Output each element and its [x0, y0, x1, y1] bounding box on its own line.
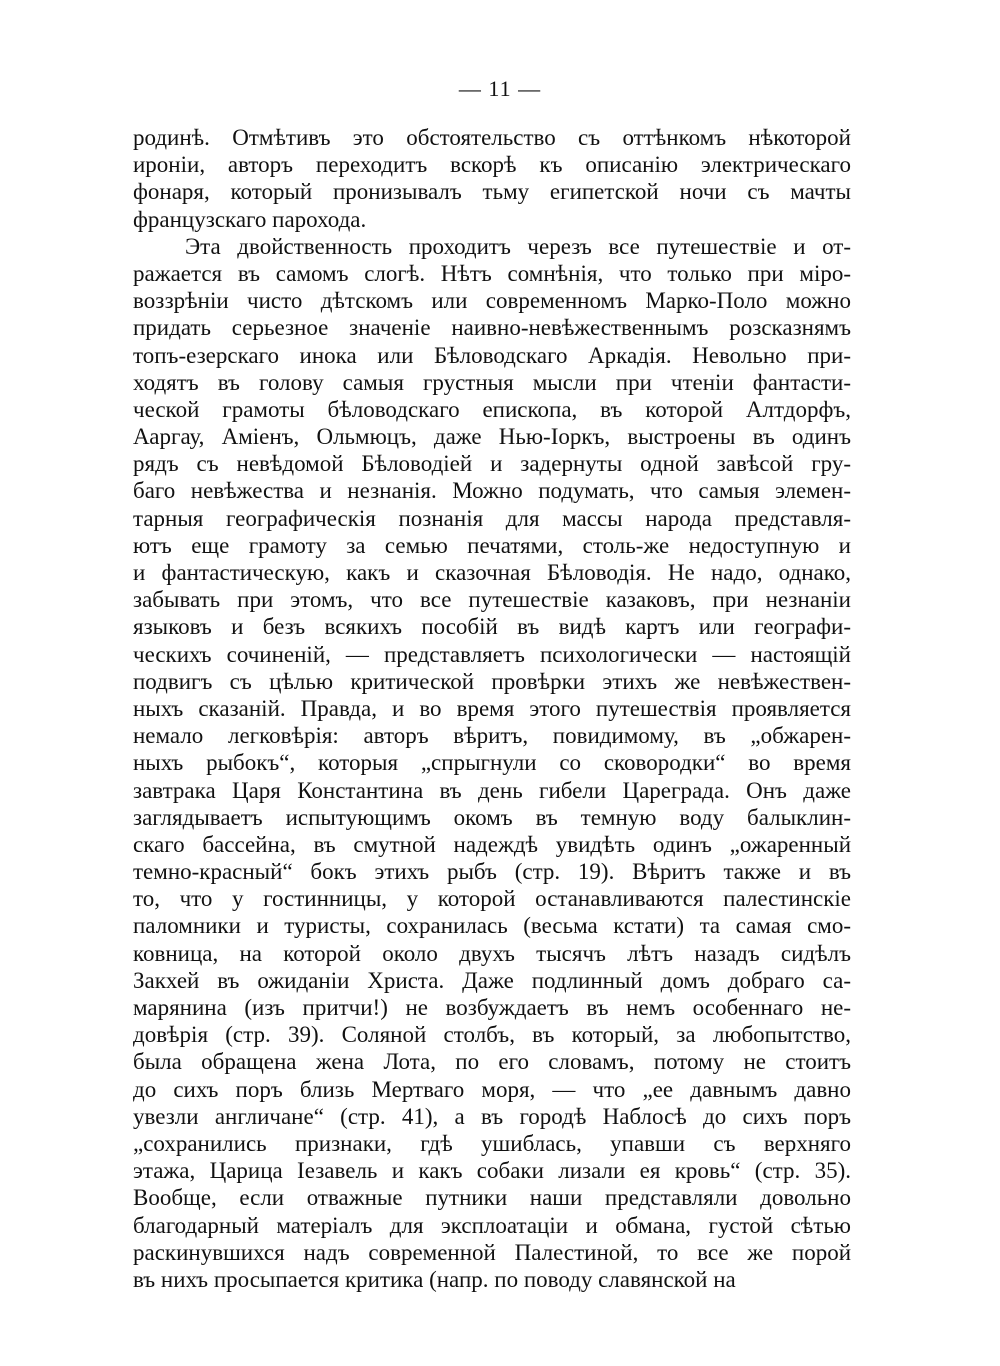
text-line: топъ-езерскаго инока или Бѣловодскаго Аркадія. Невольно при- — [133, 342, 851, 368]
text-line: марянина (изъ притчи!) не возбуждаетъ въ немъ особеннаго не- — [133, 995, 851, 1020]
body-text — [133, 124, 851, 1293]
text-line: ходятъ въ голову самыя грустныя мысли при чтеніи фантасти- — [133, 369, 851, 395]
text-line: ныхъ рыбокъ“, которыя „спрыгнули со сковородки“ во время — [133, 750, 851, 776]
text-line: ражается въ самомъ слогѣ. Нѣтъ сомнѣнія, что только при міро- — [133, 260, 851, 286]
text-line: Закхей въ ожиданіи Христа. Даже подлинный домъ добраго са- — [133, 967, 851, 993]
text-line: до сихъ поръ близь Мертваго моря, — что „ее давнымъ давно — [133, 1076, 851, 1102]
text-line: ютъ еще грамоту за семью печатями, столь-же недоступную и — [133, 532, 851, 558]
text-line: Ааргау, Аміенъ, Ольмюцъ, даже Нью-Іоркъ, выстроены въ одинъ — [133, 424, 851, 450]
text-line: тарныя географическія познанія для массы народа представля- — [133, 505, 851, 531]
page-number: — 11 — — [458, 76, 542, 101]
text-line: воззрѣніи чисто дѣтскомъ или современномъ Марко-Поло можно — [133, 288, 851, 314]
text-line: немало легковѣрія: авторъ вѣритъ, повидимому, въ „обжарен- — [133, 723, 851, 749]
text-line: темно-красный“ бокъ этихъ рыбъ (стр. 19). Вѣритъ также и въ — [133, 859, 851, 885]
text-line: ныхъ сказаній. Правда, и во время этого путешествія проявляется — [133, 695, 851, 721]
text-line: заглядываетъ испытующимъ окомъ въ темную воду балыклин- — [133, 804, 851, 830]
text-line: подвигъ съ цѣлью критической провѣрки этихъ же невѣжествен- — [133, 668, 851, 694]
text-line: въ нихъ просыпается критика (напр. по поводу славянской на — [133, 1266, 736, 1292]
text-line: благодарный матеріалъ для эксплоатаціи и обмана, густой сѣтью — [133, 1212, 851, 1238]
text-line: увезли англичане“ (стр. 41), а въ городѣ Наблосѣ до сихъ поръ — [133, 1103, 851, 1129]
text-line: ковница, на которой около двухъ тысячъ лѣтъ назадъ сидѣлъ — [133, 940, 851, 966]
text-line: то, что у гостинницы, у которой останавливаются палестинскіе — [133, 886, 851, 912]
text-line: баго невѣжества и незнанія. Можно подумать, что самыя элемен- — [133, 478, 851, 504]
paragraph-start-line: Эта двойственность проходитъ черезъ все путешествіе и от- — [185, 233, 851, 259]
text-line: паломники и туристы, сохранилась (весьма кстати) та самая смо- — [133, 913, 851, 939]
text-line: Вообще, если отважные путники наши представляли довольно — [133, 1185, 851, 1211]
text-line: ческихъ сочиненій, — представляетъ психологически — настоящій — [133, 641, 851, 667]
text-line: языковъ и безъ всякихъ пособій въ видѣ картъ или географи- — [133, 614, 851, 640]
text-line: забывать при этомъ, что все путешествіе казаковъ, при незнаніи — [133, 587, 851, 613]
text-line: рядъ съ невѣдомой Бѣловодіей и задернуты одной завѣсой гру- — [133, 451, 851, 477]
text-line: придать серьезное значеніе наивно-невѣжественнымъ розсказнямъ — [133, 315, 851, 341]
text-line: и фантастическую, какъ и сказочная Бѣловодія. Не надо, однако, — [133, 560, 851, 585]
text-line: французскаго парохода. — [133, 206, 367, 232]
text-line: этажа, Царица Іезавель и какъ собаки лизали ея кровь“ (стр. 35). — [133, 1158, 851, 1184]
text-line: довѣрія (стр. 39). Соляной столбъ, въ который, за любопытство, — [133, 1022, 851, 1048]
text-line: была обращена жена Лота, по его словамъ, потому не стоитъ — [133, 1049, 851, 1075]
text-line: ческой грамоты бѣловодскаго епископа, въ которой Алтдорфъ, — [133, 396, 851, 422]
text-line: завтрака Царя Константина въ день гибели Цареграда. Онъ даже — [133, 777, 851, 803]
text-line: родинѣ. Отмѣтивъ это обстоятельство съ оттѣнкомъ нѣкоторой — [133, 125, 851, 150]
text-line: раскинувшихся надъ современной Палестиной, то все же порой — [133, 1239, 851, 1265]
text-line: ироніи, авторъ переходитъ вскорѣ къ описанію электрическаго — [133, 152, 851, 178]
text-line: „сохранились признаки, гдѣ ушиблась, упавши съ верхняго — [133, 1130, 851, 1156]
text-line: фонаря, который пронизывалъ тьму египетской ночи съ мачты — [133, 179, 851, 205]
text-line: скаго бассейна, въ смутной надеждѣ увидѣть одинъ „ожаренный — [133, 831, 851, 857]
